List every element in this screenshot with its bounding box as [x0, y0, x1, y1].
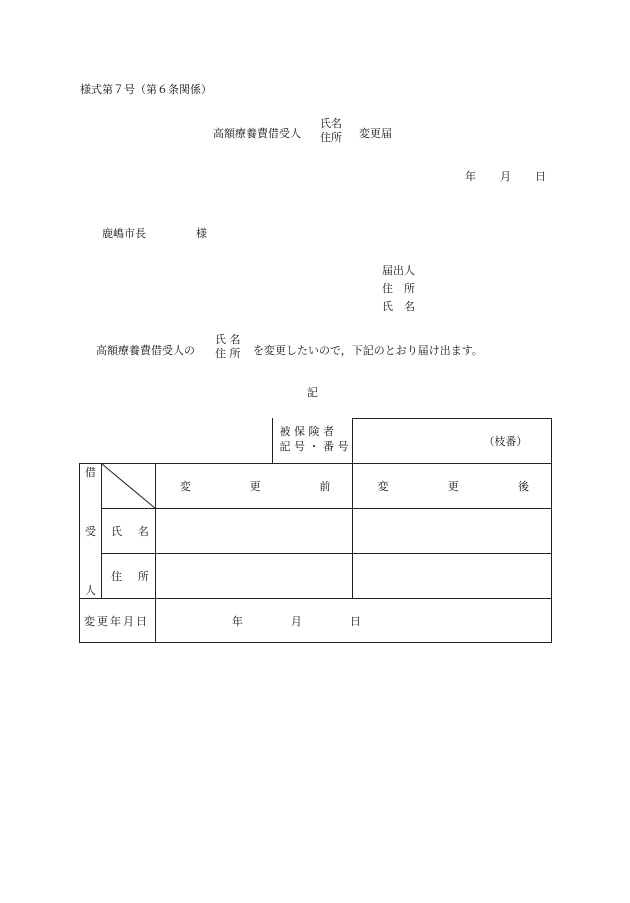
branch-number-label: （枝番） — [483, 435, 528, 448]
name-char-1: 氏 — [110, 525, 122, 538]
change-date-field[interactable] — [155, 599, 551, 643]
insured-label-cell — [272, 418, 354, 463]
address-after-field[interactable] — [353, 554, 552, 599]
title-option-address: 住所 — [320, 131, 342, 144]
borrower-char-3: 人 — [84, 584, 96, 597]
address-before-field[interactable] — [155, 554, 353, 599]
addressee-name: 鹿嶋市長 — [102, 227, 146, 240]
ki-heading: 記 — [307, 386, 318, 399]
applicant-label: 届出人 — [382, 264, 415, 277]
change-date-day: 日 — [349, 615, 361, 628]
diagonal-line — [102, 464, 156, 509]
before-char-3: 前 — [319, 480, 331, 493]
borrower-char-1: 借 — [84, 466, 96, 479]
borrower-label-cell — [80, 464, 102, 599]
change-form-table — [79, 418, 552, 643]
title-prefix: 高額療養費借受人 — [213, 127, 301, 140]
after-char-2: 更 — [447, 480, 459, 493]
name-row-label — [101, 509, 155, 554]
before-change-header — [155, 464, 353, 509]
form-number: 様式第７号（第６条関係） — [80, 83, 212, 96]
statement-prefix: 高額療養費借受人の — [96, 344, 195, 357]
applicant-address-label: 住 所 — [382, 282, 415, 295]
after-char-1: 変 — [377, 480, 389, 493]
change-date-label: 変更年月日 — [80, 599, 156, 643]
after-change-header — [353, 464, 552, 509]
date-month-label: 月 — [500, 170, 511, 183]
name-char-2: 名 — [137, 525, 149, 538]
address-char-2: 所 — [137, 570, 149, 583]
date-day-label: 日 — [535, 170, 546, 183]
name-before-field[interactable] — [155, 509, 353, 554]
statement-suffix: を変更したいので，下記のとおり届け出ます。 — [253, 344, 483, 357]
address-char-1: 住 — [110, 570, 122, 583]
before-char-2: 更 — [249, 480, 261, 493]
diagonal-cell — [101, 464, 155, 509]
title-option-name: 氏名 — [320, 117, 342, 130]
change-date-year: 年 — [231, 615, 243, 628]
borrower-char-2: 受 — [84, 525, 96, 538]
insured-label-line2: 記 号 ・ 番 号 — [279, 439, 349, 453]
address-row-label — [101, 554, 155, 599]
title-suffix: 変更届 — [359, 127, 392, 140]
name-after-field[interactable] — [353, 509, 552, 554]
change-date-month: 月 — [290, 615, 302, 628]
addressee-honorific: 様 — [196, 227, 207, 240]
before-char-1: 変 — [179, 480, 191, 493]
insured-label-line1: 被 保 険 者 — [279, 424, 334, 438]
statement-option-name: 氏 名 — [215, 333, 241, 346]
after-char-3: 後 — [518, 480, 529, 493]
statement-option-address: 住 所 — [215, 347, 241, 360]
applicant-name-label: 氏 名 — [382, 300, 415, 313]
insured-number-cell[interactable] — [353, 419, 552, 464]
date-year-label: 年 — [465, 170, 476, 183]
